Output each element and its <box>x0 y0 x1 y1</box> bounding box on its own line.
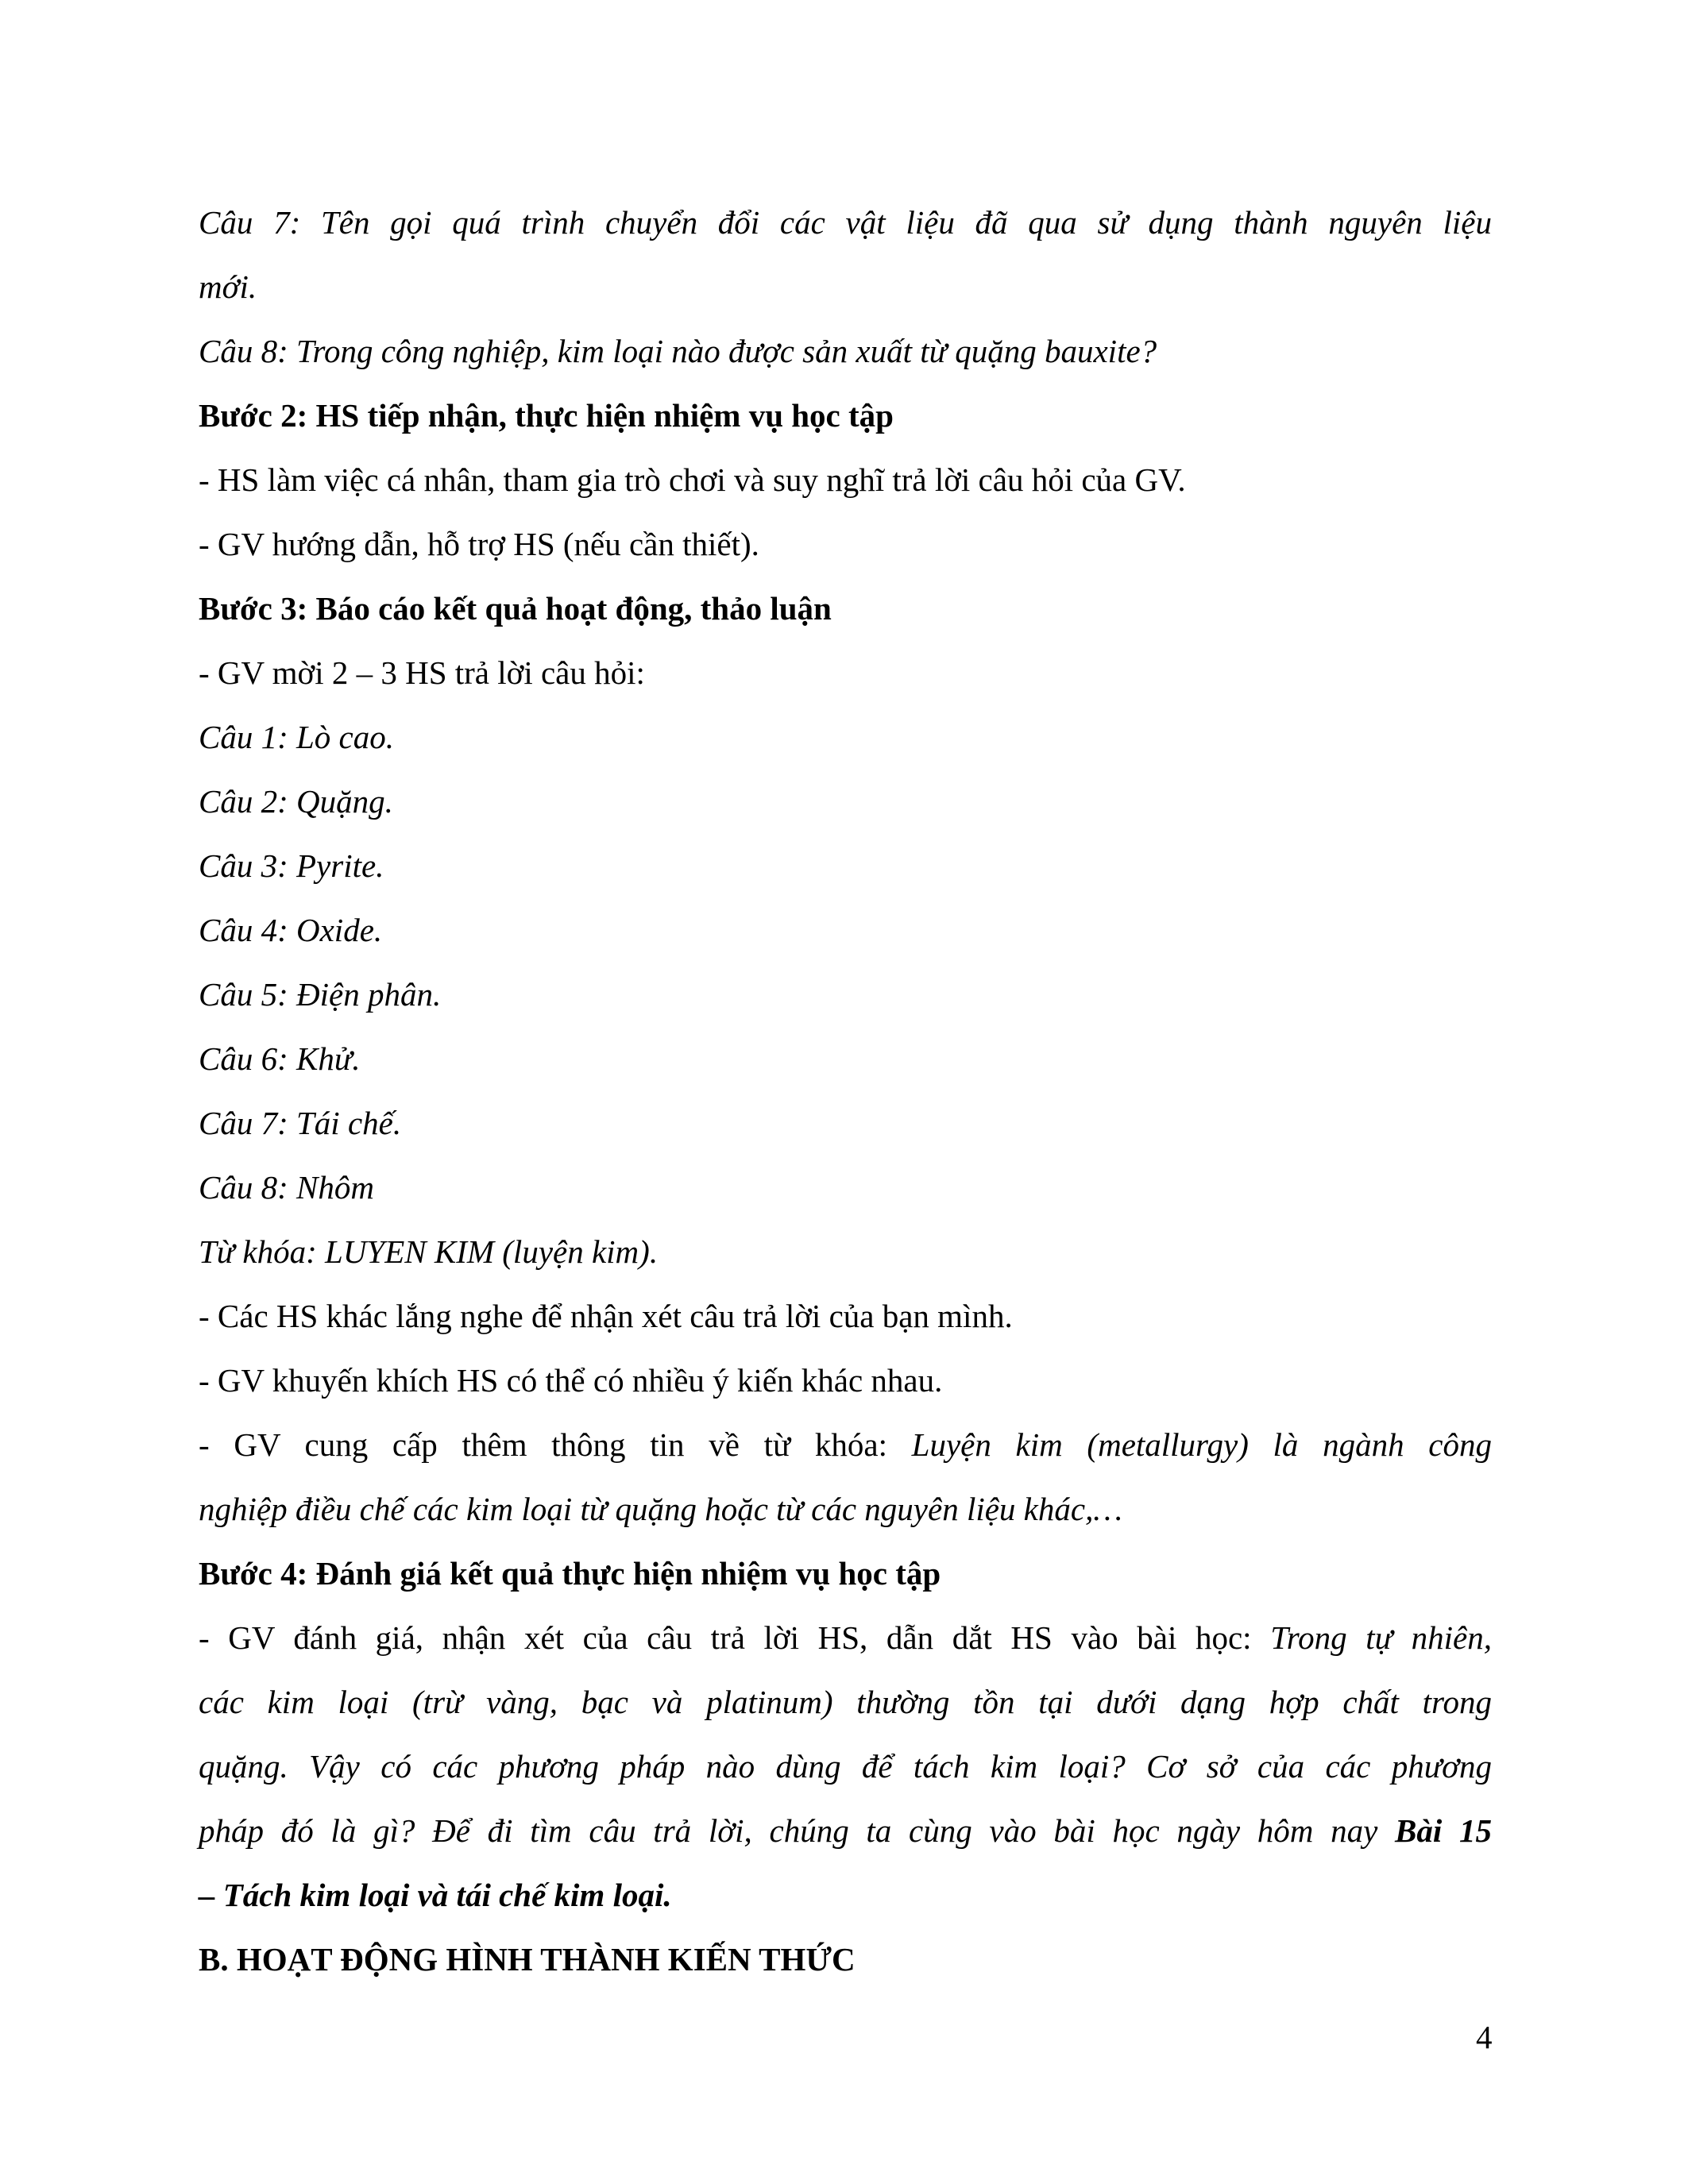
step-4-plain: - GV đánh giá, nhận xét của câu trả lời HS, dẫn dắt HS vào bài học: <box>199 1619 1271 1656</box>
step-2-item-1: - HS làm việc cá nhân, tham gia trò chơi và suy nghĩ trả lời câu hỏi của GV. <box>199 461 1186 498</box>
step-4-line-4-italic: pháp đó là gì? Để đi tìm câu trả lời, chúng ta cùng vào bài học ngày hôm nay <box>199 1812 1396 1849</box>
step-3-item-4-line-2: nghiệp điều chế các kim loại từ quặng hoặc từ các nguyên liệu khác,… <box>199 1491 1122 1527</box>
step-4-italic: Trong tự nhiên, <box>1270 1619 1492 1656</box>
answer-7: Câu 7: Tái chế. <box>199 1105 402 1141</box>
step-3-heading: Bước 3: Báo cáo kết quả hoạt động, thảo luận <box>199 590 832 627</box>
step-4-line-1 <box>199 1606 1492 1670</box>
step-2-item-2: - GV hướng dẫn, hỗ trợ HS (nếu cần thiết). <box>199 526 759 562</box>
lesson-title: – Tách kim loại và tái chế kim loại. <box>199 1877 672 1913</box>
answer-3: Câu 3: Pyrite. <box>199 847 384 884</box>
page-number: 4 <box>1476 2019 1493 2055</box>
step-4-line-2: các kim loại (trừ vàng, bạc và platinum) thường tồn tại dưới dạng hợp chất trong <box>199 1684 1492 1720</box>
answer-4: Câu 4: Oxide. <box>199 912 383 948</box>
step-2-heading: Bước 2: HS tiếp nhận, thực hiện nhiệm vụ học tập <box>199 397 894 434</box>
keyword-line: Từ khóa: LUYEN KIM (luyện kim). <box>199 1233 659 1270</box>
step-4-heading: Bước 4: Đánh giá kết quả thực hiện nhiệm vụ học tập <box>199 1555 941 1592</box>
step-3-item-3: - GV khuyến khích HS có thể có nhiều ý kiến khác nhau. <box>199 1362 943 1399</box>
step-3-item-2: - Các HS khác lắng nghe để nhận xét câu trả lời của bạn mình. <box>199 1298 1013 1334</box>
answer-2: Câu 2: Quặng. <box>199 783 393 820</box>
step-3-item-4-line-1 <box>199 1413 1492 1477</box>
step-3-item-4-plain: - GV cung cấp thêm thông tin về từ khóa: <box>199 1426 912 1463</box>
document-page <box>199 191 1492 1992</box>
question-7-line-1: Câu 7: Tên gọi quá trình chuyển đổi các vật liệu đã qua sử dụng thành nguyên liệu <box>199 204 1492 241</box>
answer-8: Câu 8: Nhôm <box>199 1169 374 1206</box>
step-3-item-4-italic: Luyện kim (metallurgy) là ngành công <box>911 1426 1492 1463</box>
lesson-number: Bài 15 <box>1395 1812 1492 1849</box>
step-3-item-1: - GV mời 2 – 3 HS trả lời câu hỏi: <box>199 654 645 691</box>
answer-5: Câu 5: Điện phân. <box>199 976 442 1013</box>
answer-1: Câu 1: Lò cao. <box>199 719 394 755</box>
step-4-line-3: quặng. Vậy có các phương pháp nào dùng để tách kim loại? Cơ sở của các phương <box>199 1748 1492 1785</box>
section-b-heading: B. HOẠT ĐỘNG HÌNH THÀNH KIẾN THỨC <box>199 1941 856 1978</box>
question-7-line-2: mới. <box>199 268 257 305</box>
question-8: Câu 8: Trong công nghiệp, kim loại nào được sản xuất từ quặng bauxite? <box>199 333 1157 369</box>
answer-6: Câu 6: Khử. <box>199 1040 361 1077</box>
step-4-line-4 <box>199 1799 1492 1863</box>
